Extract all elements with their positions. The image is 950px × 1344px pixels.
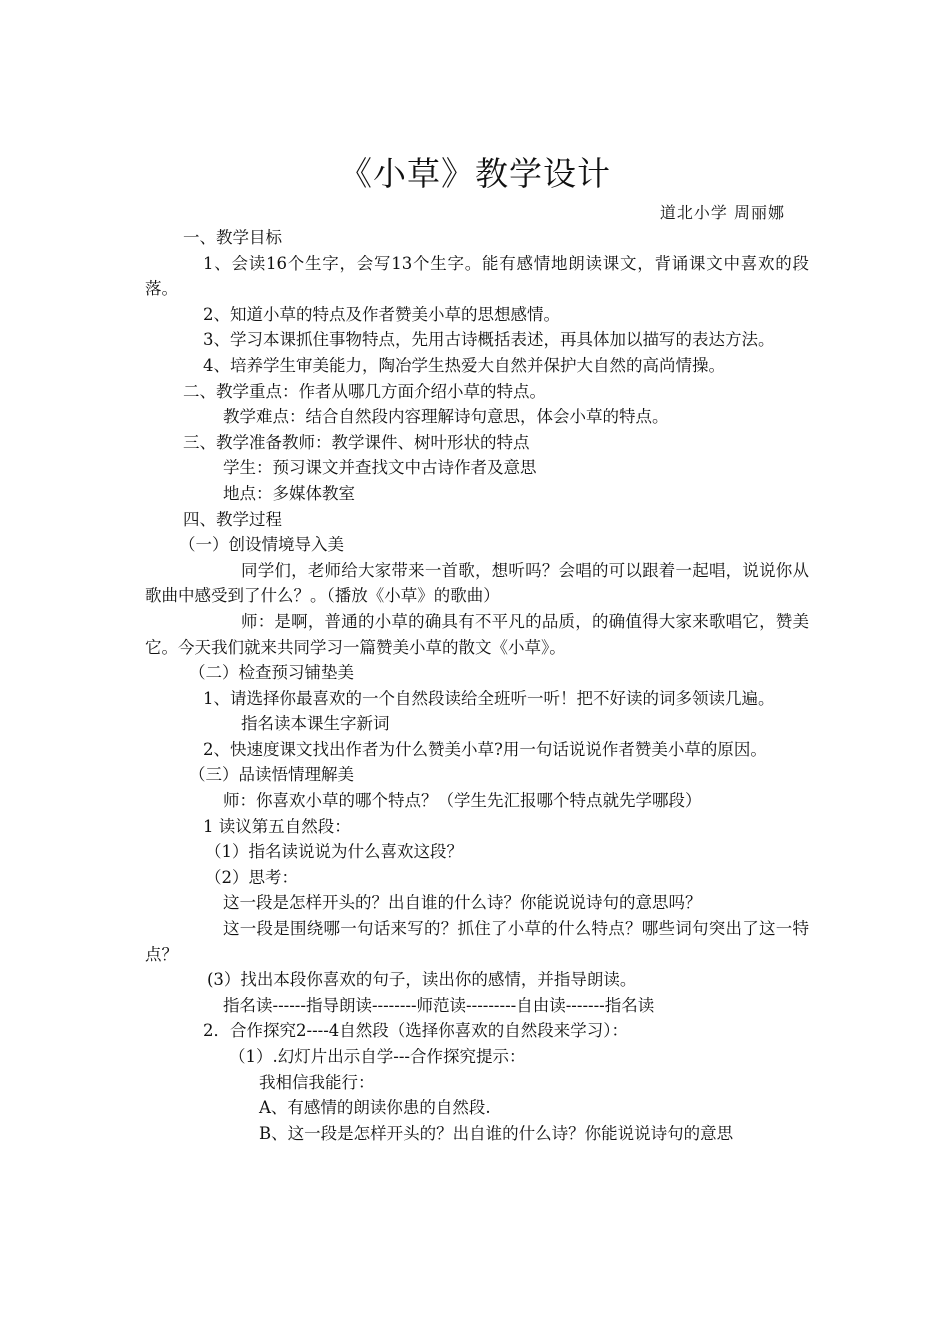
document-body xyxy=(145,225,809,1146)
paragraph-line: 1、会读16个生字，会写13个生字。能有感情地朗读课文，背诵课文中喜欢的段落。 xyxy=(145,253,809,299)
paragraph-line: （1）.幻灯片出示自学---合作探究提示： xyxy=(229,1047,526,1066)
paragraph-line: 师：是啊，普通的小草的确具有不平凡的品质，的确值得大家来歌唱它，赞美它。今天我们就来共同学习一篇赞美小草的散文《小草》。 xyxy=(145,611,809,657)
paragraph-line: 教学难点：结合自然段内容理解诗句意思，体会小草的特点。 xyxy=(223,407,669,427)
paragraph-line: （2）思考： xyxy=(205,867,298,887)
paragraph-line: （二）检查预习铺垫美 xyxy=(189,663,354,683)
paragraph-line: 地点：多媒体教室 xyxy=(223,483,355,503)
paragraph-line: A、有感情的朗读你患的自然段. xyxy=(259,1098,491,1118)
paragraph-line: 三、教学准备教师：教学课件、树叶形状的特点 xyxy=(183,432,530,452)
document-title: 《小草》教学设计 xyxy=(339,154,611,193)
paragraph-line: 同学们，老师给大家带来一首歌，想听吗？会唱的可以跟着一起唱，说说你从歌曲中感受到了什么？。（播放《小草》的歌曲） xyxy=(145,560,809,606)
paragraph-line: 学生：预习课文并查找文中古诗作者及意思 xyxy=(223,458,537,478)
paragraph-line: 4、培养学生审美能力，陶冶学生热爱大自然并保护大自然的高尚情操。 xyxy=(203,355,725,375)
author-line: 道北小学 周丽娜 xyxy=(659,203,785,222)
paragraph-line: 2．合作探究2----4自然段（选择你喜欢的自然段来学习）： xyxy=(203,1021,629,1041)
paragraph-line: （三）品读悟情理解美 xyxy=(189,765,354,785)
paragraph-line: 1、请选择你最喜欢的一个自然段读给全班听一听！把不好读的词多领读几遍。 xyxy=(203,688,775,708)
paragraph-line: 2、快速度课文找出作者为什么赞美小草?用一句话说说作者赞美小草的原因。 xyxy=(203,739,767,759)
paragraph-line: 指名读------指导朗读--------师范读---------自由读-------指名读 xyxy=(223,995,655,1015)
paragraph-line: 这一段是围绕哪一句话来写的？抓住了小草的什么特点？哪些词句突出了这一特点？ xyxy=(145,919,809,964)
paragraph-line: 1 读议第五自然段： xyxy=(203,816,351,836)
paragraph-line: 四、教学过程 xyxy=(183,509,282,529)
paragraph-line: 师：你喜欢小草的哪个特点？（学生先汇报哪个特点就先学哪段） xyxy=(223,791,702,811)
paragraph-line: 二、教学重点：作者从哪几方面介绍小草的特点。 xyxy=(183,381,546,401)
paragraph-line: 我相信我能行： xyxy=(259,1072,375,1092)
paragraph-line: 一、教学目标 xyxy=(183,228,282,247)
paragraph-line: 这一段是怎样开头的？出自谁的什么诗？你能说说诗句的意思吗？ xyxy=(223,893,702,913)
paragraph-line: 指名读本课生字新词 xyxy=(241,714,390,734)
paragraph-line: 2、知道小草的特点及作者赞美小草的思想感情。 xyxy=(203,304,560,324)
paragraph-line: 3、学习本课抓住事物特点，先用古诗概括表述，再具体加以描写的表达方法。 xyxy=(203,330,775,350)
paragraph-line: (3）找出本段你喜欢的句子，读出你的感情，并指导朗读。 xyxy=(207,970,637,990)
paragraph-line: B、这一段是怎样开头的？出自谁的什么诗？你能说说诗句的意思 xyxy=(259,1123,734,1143)
paragraph-line: （一）创设情境导入美 xyxy=(179,535,344,555)
paragraph-line: （1）指名读说说为什么喜欢这段？ xyxy=(205,842,463,862)
